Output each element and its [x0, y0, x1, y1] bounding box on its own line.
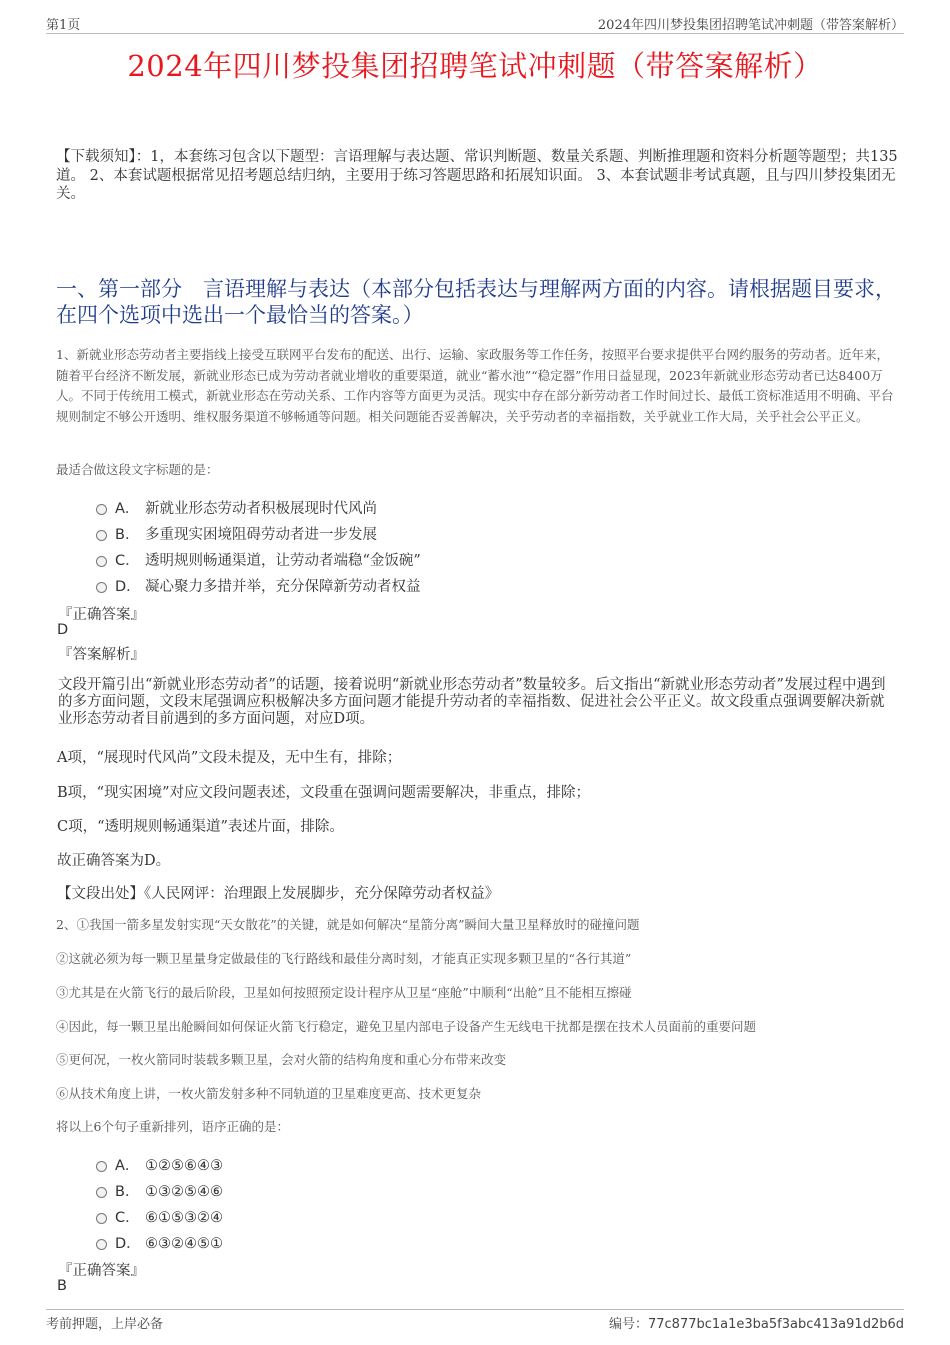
q2-sentence-3: ③尤其是在火箭飞行的最后阶段，卫星如何按照预定设计程序从卫星“座舱”中顺利“出舱”且不能相互擦碰	[56, 985, 632, 1000]
q2-prompt: 将以上6个句子重新排列，语序正确的是：	[56, 1119, 289, 1134]
header-divider	[46, 33, 904, 34]
q2-option-b[interactable]: B． ①③②⑤④⑥	[96, 1180, 223, 1201]
q1-answer-label: 『正确答案』	[58, 607, 145, 623]
q1-analysis-label: 『答案解析』	[58, 647, 145, 663]
q2-sentence-5: ⑤更何况，一枚火箭同时装载多颗卫星，会对火箭的结构角度和重心分布带来改变	[56, 1052, 507, 1067]
q1-option-b[interactable]: B． 多重现实困境阻碍劳动者进一步发展	[96, 523, 377, 544]
question-1-stem: 1、新就业形态劳动者主要指线上接受互联网平台发布的配送、出行、运输、家政服务等工作任务，按照平台要求提供平台网约服务的劳动者。近年来，随着平台经济不断发展，新就业形态已成为劳动者就业增收的重要渠道，就业“蓄水池”“稳定器”作用日益显现，2023年新就业形态劳动者已达8400万人。不同于传统用工模式，新就业形态在劳动关系、工作内容等方面更为灵活。现实中存在部分新劳动者工作时间过长、最低工资标准适用不明确、平台规则制定不够公开透明、维权服务渠道不够畅通等问题。相关问题能否妥善解决，关乎劳动者的幸福指数，关乎就业工作大局，关乎社会公平正义。	[56, 347, 894, 424]
page-number: 第1页	[46, 18, 81, 33]
q2-option-a[interactable]: A． ①②⑤⑥④③	[96, 1154, 223, 1175]
q2-answer: B	[57, 1278, 67, 1294]
q1-option-c[interactable]: C． 透明规则畅通渠道，让劳动者端稳“金饭碗”	[96, 549, 421, 570]
q2-sentence-1: 2、①我国一箭多星发射实现“天女散花”的关键，就是如何解决“星箭分离”瞬间大量卫星释放时的碰撞问题	[56, 917, 640, 932]
q1-note-b: B项，“现实困境”对应文段问题表述，文段重在强调问题需要解决，非重点，排除；	[57, 785, 590, 801]
section-heading: 一、第一部分 言语理解与表达（本部分包括表达与理解两方面的内容。请根据题目要求，在四个选项中选出一个最恰当的答案。）	[56, 277, 896, 327]
q1-note-a: A项，“展现时代风尚”文段未提及，无中生有，排除；	[57, 750, 402, 766]
page-title: 2024年四川梦投集团招聘笔试冲刺题（带答案解析）	[127, 49, 823, 83]
radio-icon[interactable]	[96, 1187, 107, 1198]
q2-sentence-6: ⑥从技术角度上讲，一枚火箭发射多种不同轨道的卫星难度更高、技术更复杂	[56, 1086, 482, 1101]
q1-conclusion: 故正确答案为D。	[57, 853, 171, 869]
q1-source: 【文段出处】《人民网评：治理跟上发展脚步，充分保障劳动者权益》	[57, 886, 500, 902]
q2-option-c[interactable]: C． ⑥①⑤③②④	[96, 1206, 223, 1227]
radio-icon[interactable]	[96, 582, 107, 593]
q1-analysis: 文段开篇引出“新就业形态劳动者”的话题，接着说明“新就业形态劳动者”数量较多。后文指出“新就业形态劳动者”发展过程中遇到的多方面问题，文段末尾强调应积极解决多方面问题才能提升劳动者的幸福指数、促进社会公平正义。故文段重点强调要解决新就业形态劳动者目前遇到的多方面问题，对应D项。	[58, 677, 886, 727]
footer-divider	[46, 1309, 904, 1310]
radio-icon[interactable]	[96, 530, 107, 541]
footer-code: 编号：77c877bc1a1e3ba5f3abc413a91d2b6d	[608, 1317, 904, 1332]
q1-note-c: C项，“透明规则畅通渠道”表述片面，排除。	[57, 819, 344, 835]
radio-icon[interactable]	[96, 1239, 107, 1250]
q2-sentence-2: ②这就必须为每一颗卫星量身定做最佳的飞行路线和最佳分离时刻，才能真正实现多颗卫星的“各行其道”	[56, 951, 632, 966]
radio-icon[interactable]	[96, 556, 107, 567]
q1-answer: D	[57, 622, 69, 638]
q2-sentence-4: ④因此，每一颗卫星出舱瞬间如何保证火箭飞行稳定，避免卫星内部电子设备产生无线电干扰都是摆在技术人员面前的重要问题	[56, 1019, 757, 1034]
q1-option-a[interactable]: A． 新就业形态劳动者积极展现时代风尚	[96, 497, 377, 518]
radio-icon[interactable]	[96, 1213, 107, 1224]
download-notice: 【下载须知】：1，本套练习包含以下题型：言语理解与表达题、常识判断题、数量关系题、判断推理题和资料分析题等题型；共135道。 2、本套试题根据常见招考题总结归纳，主要用于练习答题思路和拓展知识面。 3、本套试题非考试真题，且与四川梦投集团无关。	[56, 149, 898, 202]
q2-option-d[interactable]: D． ⑥③②④⑤①	[96, 1232, 223, 1253]
footer-slogan: 考前押题，上岸必备	[46, 1317, 164, 1332]
q2-answer-label: 『正确答案』	[58, 1263, 145, 1279]
radio-icon[interactable]	[96, 504, 107, 515]
q1-option-d[interactable]: D． 凝心聚力多措并举，充分保障新劳动者权益	[96, 575, 421, 596]
radio-icon[interactable]	[96, 1161, 107, 1172]
header-doc-title: 2024年四川梦投集团招聘笔试冲刺题（带答案解析）	[597, 18, 904, 33]
question-1-prompt: 最适合做这段文字标题的是：	[56, 462, 219, 477]
